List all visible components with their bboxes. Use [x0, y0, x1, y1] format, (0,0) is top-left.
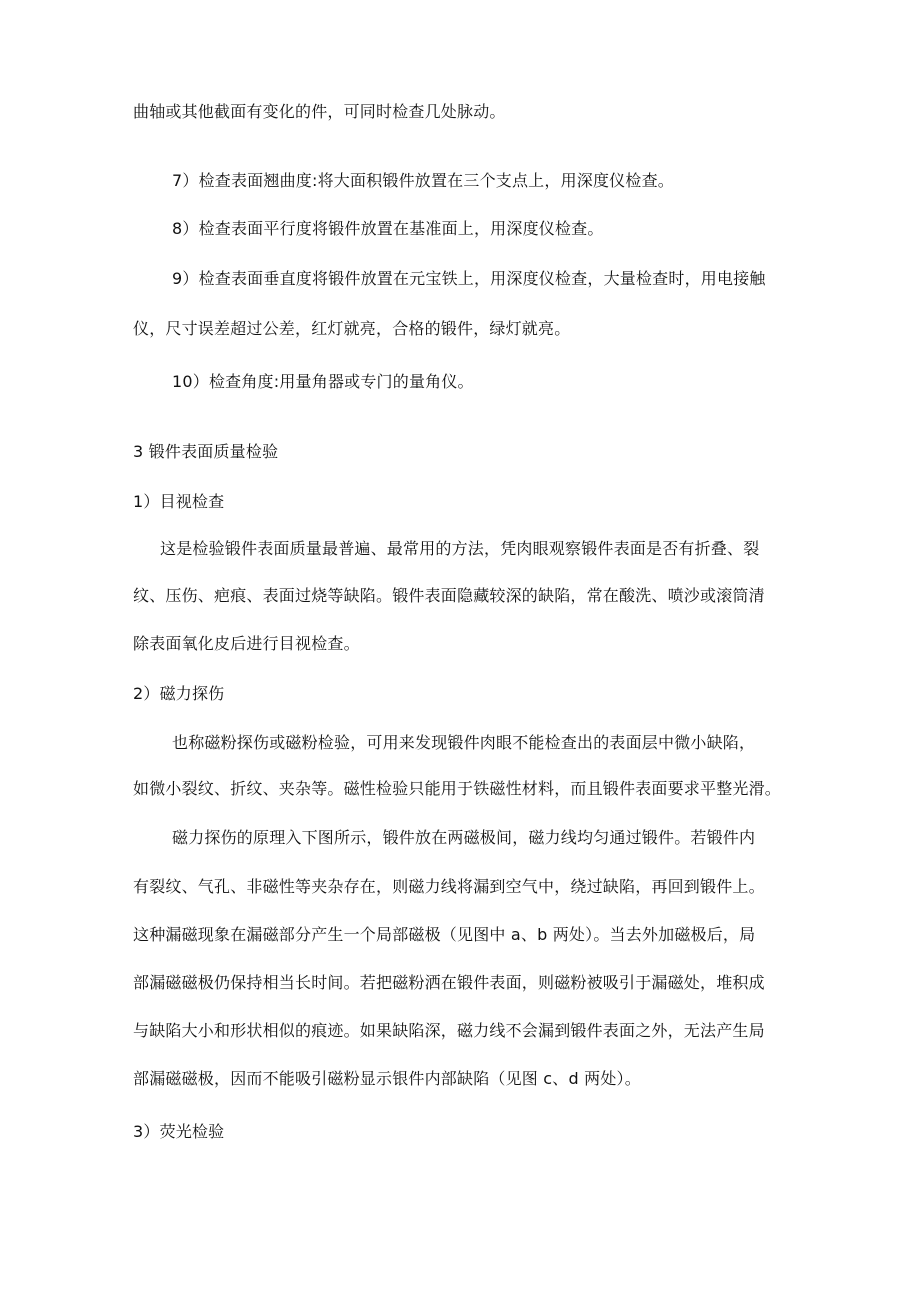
text-line: 与缺陷大小和形状相似的痕迹。如果缺陷深，磁力线不会漏到锻件表面之外，无法产生局 [133, 1021, 765, 1040]
list-item-10: 10）检查角度:用量角器或专门的量角仪。 [172, 372, 474, 391]
text-line: 也称磁粉探伤或磁粉检验，可用来发现锻件肉眼不能检查出的表面层中微小缺陷， [172, 733, 756, 752]
text-line: 除表面氧化皮后进行目视检查。 [133, 634, 360, 653]
text-line: 磁力探伤的原理入下图所示，锻件放在两磁极间，磁力线均匀通过锻件。若锻件内 [172, 828, 756, 847]
section-heading: 3 锻件表面质量检验 [133, 442, 279, 461]
text-line: 有裂纹、气孔、非磁性等夹杂存在，则磁力线将漏到空气中，绕过缺陷，再回到锻件上。 [133, 877, 765, 896]
text-line: 曲轴或其他截面有变化的件，可同时检查几处脉动。 [133, 102, 506, 121]
list-item-9: 9）检查表面垂直度将锻件放置在元宝铁上，用深度仪检查，大量检查时，用电接触 [172, 269, 766, 288]
subsection-heading: 3）荧光检验 [133, 1122, 225, 1141]
text-line: 部漏磁磁极仍保持相当长时间。若把磁粉洒在锻件表面，则磁粉被吸引于漏磁处，堆积成 [133, 973, 765, 992]
list-item-7: 7）检查表面翘曲度:将大面积锻件放置在三个支点上，用深度仪检查。 [172, 171, 674, 190]
subsection-heading: 1）目视检查 [133, 492, 225, 511]
subsection-heading: 2）磁力探伤 [133, 684, 225, 703]
text-line: 这是检验锻件表面质量最普遍、最常用的方法，凭肉眼观察锻件表面是否有折叠、裂 [160, 539, 760, 558]
text-line: 仪，尺寸误差超过公差，红灯就亮，合格的锻件，绿灯就亮。 [133, 319, 571, 338]
text-line: 部漏磁磁极，因而不能吸引磁粉显示银件内部缺陷（见图 c、d 两处）。 [133, 1069, 641, 1088]
text-line: 纹、压伤、疤痕、表面过烧等缺陷。锻件表面隐藏较深的缺陷，常在酸洗、喷沙或滚筒清 [133, 586, 765, 605]
text-line: 如微小裂纹、折纹、夹杂等。磁性检验只能用于铁磁性材料，而且锻件表面要求平整光滑。 [133, 779, 782, 798]
text-line: 这种漏磁现象在漏磁部分产生一个局部磁极（见图中 a、b 两处）。当去外加磁极后，局 [133, 925, 756, 944]
list-item-8: 8）检查表面平行度将锻件放置在基准面上，用深度仪检查。 [172, 219, 604, 238]
